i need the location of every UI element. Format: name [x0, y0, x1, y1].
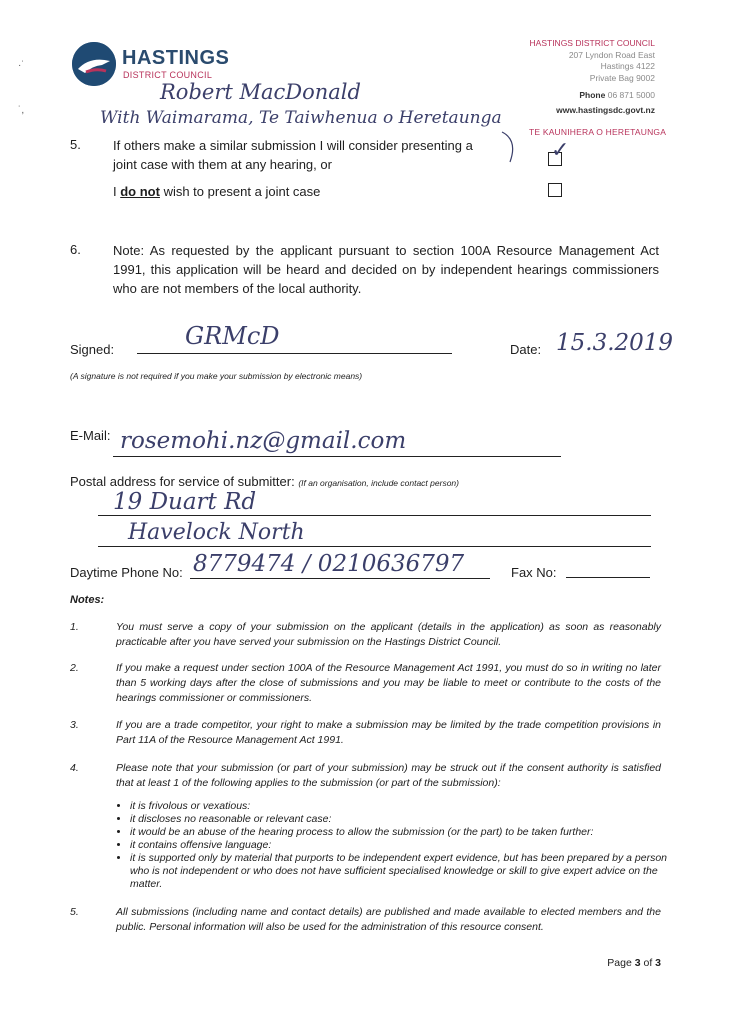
handwritten-email: rosemohi.nz@gmail.com [120, 428, 407, 454]
check-mark: ✓ [551, 138, 570, 163]
handwritten-bracket [498, 130, 522, 166]
note-number: 1. [70, 621, 79, 633]
scan-mark: ˙, [18, 105, 25, 116]
handwritten-name: Robert MacDonald [160, 80, 361, 104]
list-item: • it is frivolous or vexatious: [130, 800, 678, 813]
daytime-phone-label: Daytime Phone No: [70, 565, 183, 580]
council-phone: 06 871 5000 [607, 90, 655, 100]
notes-heading: Notes: [70, 594, 105, 606]
handwritten-address-line2: Havelock North [128, 520, 305, 545]
signed-label: Signed: [70, 342, 115, 357]
email-line [113, 456, 561, 457]
address-line-2 [98, 546, 651, 547]
note-number: 2. [70, 662, 79, 674]
phone-label: Phone [579, 90, 606, 100]
q5-option-joint-case: If others make a similar submission I will consider presenting a joint case with them at any hearing, or [113, 138, 473, 172]
note-number: 5. [70, 906, 79, 918]
council-address-block [530, 38, 655, 116]
council-logo [72, 42, 116, 86]
te-kaunihera-label: TE KAUNIHERA O HERETAUNGA [529, 127, 667, 137]
council-name: HASTINGS DISTRICT COUNCIL [529, 38, 655, 48]
handwritten-signature: GRMcD [185, 322, 280, 350]
handwritten-with-line: With Waimarama, Te Taiwhenua o Heretaunga [100, 108, 502, 128]
q5-option-no-joint-case: I do not wish to present a joint case [113, 184, 321, 199]
address-line: 207 Lyndon Road East [568, 49, 655, 60]
note-text: You must serve a copy of your submission on the applicant (details in the application) as soon as reasonably practicable after you have served your submission on the Hastings District Council. [116, 621, 661, 648]
fax-label: Fax No: [511, 565, 557, 580]
handwritten-address-line1: 19 Duart Rd [113, 489, 257, 515]
address-line: Private Bag 9002 [589, 72, 655, 83]
list-item: • it is supported only by material that purports to be independent expert evidence, but has been prepared by a person who is not independent or who does not have sufficient specialised knowledge or skill to give expert advice on the matter. [130, 852, 678, 891]
strike-out-reasons-list [116, 800, 678, 891]
postal-address-note: (If an organisation, include contact person) [298, 478, 459, 488]
list-item: • it contains offensive language: [130, 839, 678, 852]
q6-number: 6. [70, 242, 81, 257]
date-label: Date: [510, 342, 542, 357]
scan-mark: ·˙ [18, 60, 25, 71]
list-item: • it would be an abuse of the hearing process to allow the submission (or the part) to be taken further: [130, 826, 678, 839]
postal-address-label: Postal address for service of submitter: [70, 474, 295, 489]
note-text: If you are a trade competitor, your right to make a submission may be limited by the trade competition provisions in Part 11A of the Resource Management Act 1991. [116, 719, 661, 746]
council-website: www.hastingsdc.govt.nz [556, 104, 655, 115]
handwritten-date: 15.3.2019 [556, 330, 674, 356]
note-number: 3. [70, 719, 79, 731]
note-text: If you make a request under section 100A of the Resource Management Act 1991, you must do so in writing no later than 5 working days after the close of submissions and you may be liable to meet or contribute to the costs of the hearings commissioner or commissioners. [116, 662, 661, 704]
email-label: E-Mail: [70, 428, 111, 443]
note-number: 4. [70, 762, 79, 774]
signature-note: (A signature is not required if you make your submission by electronic means) [70, 371, 363, 381]
q6-note-text: Note: As requested by the applicant pursuant to section 100A Resource Management Act 1991, this application will be heard and decided on by independent hearings commissioners who are not members of the local authority. [113, 243, 659, 296]
no-joint-case-checkbox[interactable] [548, 183, 562, 197]
phone-line [190, 578, 490, 579]
fax-line [566, 577, 650, 578]
phone-line [530, 90, 655, 102]
note-text: All submissions (including name and contact details) are published and made available to elected members and the public. Personal information will also be used for the administration of this resource consent. [116, 906, 661, 933]
do-not-emphasis: do not [120, 184, 160, 199]
address-line: Hastings 4122 [600, 61, 655, 71]
note-text: Please note that your submission (or part of your submission) may be struck out if the consent authority is satisfied that at least 1 of the following applies to the submission (or part of the submission): [116, 762, 661, 789]
logo-subtitle: DISTRICT COUNCIL [123, 70, 213, 80]
list-item: • it discloses no reasonable or relevant case: [130, 813, 678, 826]
q5-number: 5. [70, 137, 81, 152]
page-number: Page 3 of 3 [607, 957, 661, 969]
handwritten-phone: 8779474 / 0210636797 [193, 551, 465, 577]
signature-line [137, 353, 452, 354]
address-line-1 [98, 515, 651, 516]
logo-title: HASTINGS [122, 47, 230, 69]
